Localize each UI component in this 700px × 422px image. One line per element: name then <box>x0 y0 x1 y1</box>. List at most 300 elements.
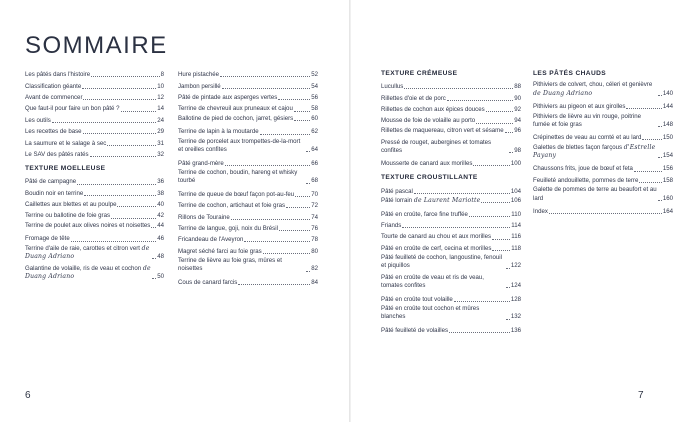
toc-entry[interactable] <box>25 114 164 125</box>
toc-entry-title <box>381 106 485 114</box>
dot-leader <box>121 111 157 112</box>
toc-entry-page-number: 118 <box>511 244 521 252</box>
toc-entry[interactable] <box>381 91 521 102</box>
page-title: SOMMAIRE <box>25 32 168 59</box>
toc-entry-page-number: 96 <box>514 126 521 134</box>
dot-leader <box>111 218 156 219</box>
toc-entry[interactable] <box>25 221 164 233</box>
dot-leader <box>151 227 156 228</box>
toc-entry-title <box>381 222 401 230</box>
toc-entry[interactable] <box>25 68 164 79</box>
dot-leader <box>454 301 510 302</box>
toc-entry-title-text: Pressé de rouget, aubergines et tomates confites <box>381 138 492 154</box>
toc-entry[interactable] <box>25 136 164 147</box>
right-page-number: 7 <box>638 390 644 401</box>
toc-entry-page-number: 160 <box>662 194 673 202</box>
toc-entry-page-number: 144 <box>662 102 673 110</box>
dot-leader <box>306 271 310 272</box>
dot-leader <box>549 213 662 214</box>
toc-entry[interactable] <box>533 80 673 100</box>
toc-entry-title <box>178 214 230 222</box>
toc-entry-page-number: 66 <box>311 159 318 167</box>
dot-leader <box>279 230 310 231</box>
toc-entry-title <box>25 83 81 91</box>
toc-entry-page-number: 24 <box>157 116 164 124</box>
toc-entry-title <box>533 208 548 216</box>
toc-entry-title <box>533 165 633 173</box>
toc-entry-title-text: Rillettes de maquereau, citron vert et sésame <box>381 126 504 134</box>
toc-entry-title-text: Pithiviers de lièvre au vin rouge, poitrine fumée et foie gras <box>533 112 642 128</box>
toc-entry[interactable] <box>25 79 164 90</box>
toc-entry-title-text: Crépinettes de veau au comté et au lard <box>533 134 642 142</box>
dot-leader <box>71 241 157 242</box>
toc-entry[interactable] <box>25 263 164 283</box>
toc-entry[interactable] <box>381 196 521 208</box>
toc-entry-title <box>25 245 151 261</box>
toc-entry-title <box>381 233 491 241</box>
toc-entry-title <box>178 83 221 91</box>
toc-entry-title <box>178 115 293 123</box>
toc-entry-page-number: 40 <box>157 201 164 209</box>
toc-entry[interactable] <box>25 91 164 102</box>
toc-entry-page-number: 42 <box>157 212 164 220</box>
toc-entry-title <box>178 257 305 273</box>
toc-entry-title-text: Avant de commencer <box>25 93 83 101</box>
toc-entry[interactable] <box>178 125 318 136</box>
dot-leader <box>84 195 156 196</box>
toc-entry-title-text: Cous de canard farcis <box>178 278 238 286</box>
toc-entry-title-text: Galantine de volaille, ris de veau et cochon <box>25 264 142 272</box>
toc-entry[interactable] <box>533 174 673 185</box>
toc-entry[interactable] <box>533 100 673 111</box>
toc-entry-title <box>381 95 446 103</box>
dot-leader <box>294 120 310 121</box>
toc-entry[interactable] <box>25 148 164 159</box>
toc-entry-title <box>178 248 262 256</box>
toc-entry-page-number: 58 <box>311 105 318 113</box>
toc-entry-title <box>533 113 657 129</box>
toc-entry-page-number: 116 <box>511 233 521 241</box>
toc-entry-page-number: 128 <box>510 295 521 303</box>
toc-entry[interactable] <box>25 102 164 113</box>
toc-entry-title <box>533 81 657 97</box>
toc-entry-page-number: 94 <box>514 117 521 125</box>
toc-entry[interactable] <box>381 242 521 253</box>
toc-entry-author-signature: de Laurent Mariotte <box>413 197 481 205</box>
toc-entry-title-text: Pithiviers de colvert, chou, céleri et genièvre <box>533 81 653 89</box>
toc-entry-page-number: 52 <box>311 71 318 79</box>
toc-entry-title <box>533 134 641 142</box>
dot-leader <box>658 95 662 96</box>
toc-entry[interactable] <box>178 222 318 233</box>
toc-entry[interactable] <box>381 273 521 293</box>
toc-entry[interactable] <box>533 162 673 173</box>
toc-entry-page-number: 38 <box>157 189 164 197</box>
toc-entry-title-text: Les recettes de base <box>25 128 82 136</box>
dot-leader <box>634 171 662 172</box>
toc-entry[interactable] <box>381 80 521 91</box>
dot-leader <box>238 284 310 285</box>
toc-entry-title <box>178 191 294 199</box>
toc-entry[interactable] <box>25 125 164 136</box>
dot-leader <box>506 268 510 269</box>
toc-entry-title-text: Que faut-il pour faire un bon pâté ? <box>25 105 120 113</box>
toc-entry[interactable] <box>25 244 164 264</box>
left-page <box>0 0 349 422</box>
toc-entry-title <box>381 254 505 270</box>
toc-entry-title <box>25 222 150 230</box>
toc-entry[interactable] <box>381 184 521 195</box>
toc-entry[interactable] <box>533 131 673 142</box>
toc-entry[interactable] <box>25 187 164 198</box>
toc-entry[interactable] <box>381 253 521 273</box>
toc-column-3 <box>381 68 521 335</box>
toc-entry-title-text: Les outils <box>25 116 51 124</box>
toc-entry[interactable] <box>381 324 521 335</box>
toc-entry-page-number: 74 <box>311 213 318 221</box>
toc-entry[interactable] <box>178 79 318 90</box>
toc-entry-title-text: Pâté de campagne <box>25 178 77 186</box>
toc-entry-title-text: Hure pistachée <box>178 71 219 79</box>
toc-entry-title-text: Terrine de cochon, artichaut et foie gras <box>178 202 286 210</box>
toc-entry-page-number: 114 <box>511 221 521 229</box>
toc-entry-page-number: 158 <box>662 176 673 184</box>
toc-entry[interactable] <box>178 156 318 167</box>
toc-entry-page-number: 31 <box>157 139 164 147</box>
toc-entry-title-text: Terrine d'aile de raie, carottes et citron vert <box>25 245 140 253</box>
dot-leader <box>244 241 310 242</box>
toc-entry-title-text: Galettes de blettes façon farçous <box>533 143 623 151</box>
toc-entry-page-number: 156 <box>662 165 673 173</box>
toc-entry-page-number: 100 <box>510 160 521 168</box>
dot-leader <box>152 278 156 279</box>
dot-leader <box>91 76 159 77</box>
toc-entry[interactable] <box>381 137 521 157</box>
toc-entry[interactable] <box>533 185 673 205</box>
dot-leader <box>294 111 310 112</box>
dot-leader <box>476 123 513 124</box>
toc-section-heading: TEXTURE MOELLEUSE <box>25 165 106 173</box>
dot-leader <box>260 134 311 135</box>
toc-entry-page-number: 104 <box>510 187 521 195</box>
dot-leader <box>222 88 311 89</box>
toc-entry[interactable] <box>178 244 318 255</box>
toc-entry-page-number: 76 <box>311 224 318 232</box>
toc-section-heading: TEXTURE CRÉMEUSE <box>381 70 458 77</box>
dot-leader <box>404 88 513 89</box>
toc-entry-title-text: Terrine de langue, goji, noix du Brésil <box>178 224 278 232</box>
dot-leader <box>295 196 310 197</box>
toc-entry[interactable] <box>381 304 521 324</box>
toc-entry-title-text: Galette de pommes de terre au beaufort et au lard <box>533 186 657 202</box>
toc-entry-title-text: Le SAV des pâtés ratés <box>25 150 89 158</box>
toc-entry-title <box>381 127 504 135</box>
dot-leader <box>225 165 310 166</box>
toc-entry-title <box>381 160 472 168</box>
toc-entry[interactable] <box>381 207 521 218</box>
toc-section-heading: TEXTURE CROUSTILLANTE <box>381 174 478 182</box>
toc-entry-title-text: Pâté de pintade aux asperges vertes <box>178 93 278 101</box>
toc-entry[interactable] <box>25 232 164 243</box>
toc-entry-title-text: Pâté lorrain <box>381 197 413 205</box>
toc-entry-title-text: Rillettes de cochon aux épices douces <box>381 105 485 113</box>
dot-leader <box>626 108 661 109</box>
toc-entry-title <box>25 178 76 186</box>
toc-entry-title <box>178 160 224 168</box>
toc-entry-page-number: 50 <box>157 273 164 281</box>
toc-entry-title <box>178 138 305 154</box>
toc-entry-title <box>178 128 259 136</box>
toc-entry-page-number: 110 <box>511 210 521 218</box>
toc-entry-title-text: Terrine de poulet aux olives noires et noisettes <box>25 222 151 230</box>
toc-entry-title <box>178 71 219 79</box>
toc-entry[interactable] <box>25 198 164 209</box>
toc-entry-title <box>178 169 305 185</box>
toc-entry-title <box>381 274 505 290</box>
toc-entry-title-text: Pâté en croûte de cerf, cecina et morilles <box>381 244 492 252</box>
dot-leader <box>486 111 514 112</box>
toc-entry[interactable] <box>25 209 164 220</box>
toc-entry[interactable] <box>178 114 318 126</box>
toc-entry-title-text: Boudin noir en terrine <box>25 189 84 197</box>
dot-leader <box>449 332 510 333</box>
toc-entry-title-text: Fromage de tête <box>25 235 70 243</box>
toc-entry-title-text: Terrine de chevreuil aux pruneaux et cajou <box>178 105 293 113</box>
toc-entry-title <box>381 245 491 253</box>
toc-entry-page-number: 12 <box>157 93 164 101</box>
toc-entry-author-signature: d'Estrelle Payany <box>533 143 656 159</box>
toc-entry-title <box>25 94 82 102</box>
toc-entry-page-number: 14 <box>157 105 164 113</box>
toc-entry-title-text: Jambon persillé <box>178 82 221 90</box>
toc-entry-title <box>25 235 70 243</box>
toc-entry-title <box>381 296 453 304</box>
toc-entry-title <box>533 177 638 185</box>
toc-entry-title <box>25 190 83 198</box>
toc-entry-page-number: 54 <box>311 82 318 90</box>
toc-entry-page-number: 64 <box>311 146 318 154</box>
toc-entry[interactable] <box>178 102 318 113</box>
toc-entry-title-text: Pâté grand-mère <box>178 159 224 167</box>
toc-entry-author-signature: de Duang Adriano <box>25 264 151 281</box>
toc-entry-title-text: Pâté en croûte tout volaille <box>381 295 453 303</box>
toc-entry-title <box>533 186 657 202</box>
dot-leader <box>107 145 156 146</box>
dot-leader <box>658 126 662 127</box>
toc-entry-title-text: Terrine de cochon, boudin, hareng et whisky tourbé <box>178 169 298 185</box>
dot-leader <box>286 207 310 208</box>
left-page-number: 6 <box>25 390 31 401</box>
toc-entry-title-text: Ballotine de pied de cochon, jarret, gésiers <box>178 114 294 122</box>
toc-entry-page-number: 84 <box>311 278 318 286</box>
toc-entry-title-text: Terrine de lapin à la moutarde <box>178 128 259 136</box>
toc-entry[interactable] <box>178 256 318 276</box>
toc-entry-page-number: 78 <box>311 236 318 244</box>
toc-entry-page-number: 68 <box>311 177 318 185</box>
toc-entry-title <box>178 105 293 113</box>
toc-entry-title <box>533 103 625 111</box>
toc-entry[interactable] <box>178 168 318 188</box>
toc-entry-page-number: 56 <box>311 93 318 101</box>
dot-leader <box>402 227 510 228</box>
toc-entry-title <box>178 236 243 244</box>
toc-entry-title-text: Tourte de canard au chou et aux morilles <box>381 233 492 241</box>
dot-leader <box>658 200 662 201</box>
dot-leader <box>82 88 156 89</box>
toc-entry-page-number: 164 <box>662 207 673 215</box>
toc-entry-page-number: 10 <box>157 82 164 90</box>
toc-entry-title <box>381 83 403 91</box>
dot-leader <box>52 122 156 123</box>
toc-entry-title <box>25 140 106 148</box>
dot-leader <box>414 193 510 194</box>
toc-entry-page-number: 82 <box>311 265 318 273</box>
toc-entry-title <box>25 71 90 79</box>
toc-entry-page-number: 36 <box>157 178 164 186</box>
toc-column-2 <box>178 68 318 287</box>
toc-entry[interactable] <box>178 199 318 210</box>
dot-leader <box>306 183 310 184</box>
toc-entry-title-text: Rillettes d'oie et de porc <box>381 94 446 102</box>
toc-entry-title <box>381 197 480 205</box>
toc-entry-title-text: Magret séché farci au foie gras <box>178 247 262 255</box>
toc-entry-title-text: Pâté en croûte tout cochon et mûres blanches <box>381 305 480 321</box>
dot-leader <box>90 156 157 157</box>
toc-entry-title-text: Index <box>533 207 548 215</box>
toc-entry-page-number: 136 <box>510 326 521 334</box>
toc-entry-page-number: 124 <box>510 282 521 290</box>
toc-entry-title <box>381 211 468 219</box>
toc-entry-title <box>533 144 657 160</box>
toc-entry-page-number: 72 <box>311 202 318 210</box>
toc-entry-page-number: 150 <box>662 134 673 142</box>
toc-entry[interactable] <box>533 111 673 131</box>
toc-entry-title <box>25 128 82 136</box>
toc-entry-page-number: 98 <box>514 146 521 154</box>
toc-entry[interactable] <box>381 103 521 114</box>
toc-entry-title-text: Rillons de Touraine <box>178 213 230 221</box>
dot-leader <box>505 132 514 133</box>
toc-entry[interactable] <box>178 137 318 157</box>
toc-entry-page-number: 92 <box>514 105 521 113</box>
toc-entry-title-text: Chaussons frits, joue de bœuf et feta <box>533 165 633 173</box>
toc-entry-author-signature: de Duang Adriano <box>25 245 150 261</box>
toc-entry-title-text: Terrine ou ballotine de foie gras <box>25 212 111 220</box>
toc-entry-title-text: Terrine de queue de bœuf façon pot-au-feu <box>178 190 295 198</box>
dot-leader <box>278 99 310 100</box>
toc-entry-page-number: 44 <box>157 222 164 230</box>
toc-entry-page-number: 106 <box>510 197 521 205</box>
toc-entry-page-number: 48 <box>157 253 164 261</box>
dot-leader <box>473 165 509 166</box>
toc-entry-title-text: Mousse de foie de volaille au porto <box>381 117 476 125</box>
toc-entry-title <box>25 265 151 281</box>
toc-entry-page-number: 90 <box>514 94 521 102</box>
toc-entry-title <box>25 105 120 113</box>
toc-entry-page-number: 148 <box>662 120 673 128</box>
toc-entry-title <box>381 188 413 196</box>
dot-leader <box>447 100 513 101</box>
right-page <box>351 0 700 422</box>
toc-entry[interactable] <box>381 126 521 138</box>
toc-section-heading: LES PÂTÉS CHAUDS <box>533 70 607 77</box>
toc-entry-title-text: Pâté en croûte, farce fine truffée <box>381 210 468 218</box>
dot-leader <box>506 319 510 320</box>
dot-leader <box>506 287 510 288</box>
toc-entry-title-text: Terrine de lièvre au foie gras, mûres et noisettes <box>178 257 282 273</box>
toc-entry[interactable] <box>381 114 521 125</box>
toc-entry-title-text: Terrine de porcelet aux trompettes-de-la-mort et oreilles confites <box>178 137 301 154</box>
toc-entry-title-text: Pâté en croûte de veau et ris de veau, tomates confites <box>381 274 484 290</box>
toc-entry[interactable] <box>25 175 164 186</box>
toc-entry-page-number: 62 <box>311 128 318 136</box>
dot-leader <box>492 239 510 240</box>
dot-leader <box>658 157 662 158</box>
toc-entry-title-text: Mousserte de canard aux morilles <box>381 160 473 168</box>
dot-leader <box>639 182 661 183</box>
toc-entry[interactable] <box>178 210 318 221</box>
dot-leader <box>492 250 510 251</box>
toc-entry-page-number: 8 <box>160 71 164 79</box>
toc-entry[interactable] <box>533 142 673 162</box>
toc-entry-page-number: 60 <box>311 114 318 122</box>
dot-leader <box>83 133 157 134</box>
toc-column-4 <box>533 68 673 216</box>
toc-entry[interactable] <box>533 205 673 216</box>
toc-entry[interactable] <box>178 233 318 244</box>
toc-entry-title <box>381 305 505 321</box>
toc-entry-title <box>381 139 508 155</box>
toc-entry[interactable] <box>178 188 318 199</box>
toc-entry-page-number: 32 <box>157 150 164 158</box>
toc-entry-title-text: Classification géante <box>25 82 82 90</box>
toc-entry-page-number: 46 <box>157 235 164 243</box>
toc-entry-title <box>25 117 51 125</box>
toc-entry[interactable] <box>381 157 521 168</box>
toc-entry[interactable] <box>178 91 318 102</box>
toc-entry-page-number: 122 <box>510 262 521 270</box>
toc-entry[interactable] <box>381 292 521 303</box>
toc-entry-title <box>178 279 237 287</box>
dot-leader <box>83 99 156 100</box>
toc-entry-title-text: Pâté pascal <box>381 187 413 195</box>
toc-entry-title <box>381 117 475 125</box>
toc-entry-title-text: Pâté feuilleté de cochon, langoustine, fenouil et piquillos <box>381 254 502 270</box>
toc-entry-page-number: 80 <box>311 247 318 255</box>
toc-entry-title <box>25 212 110 220</box>
toc-entry[interactable] <box>178 68 318 79</box>
dot-leader <box>509 152 513 153</box>
toc-entry-page-number: 140 <box>662 89 673 97</box>
toc-entry-title-text: Les pâtés dans l'histoire <box>25 71 91 79</box>
dot-leader <box>481 202 509 203</box>
dot-leader <box>231 219 311 220</box>
toc-entry-page-number: 29 <box>157 128 164 136</box>
toc-entry-title <box>178 202 285 210</box>
dot-leader <box>469 216 510 217</box>
toc-entry-title <box>25 151 89 159</box>
toc-entry-title-text: Pâté feuilleté de volailles <box>381 326 449 334</box>
toc-entry[interactable] <box>381 219 521 230</box>
toc-entry-title-text: Feuilleté andouillette, pommes de terre <box>533 176 639 184</box>
toc-entry[interactable] <box>381 230 521 241</box>
dot-leader <box>117 206 156 207</box>
dot-leader <box>220 76 310 77</box>
dot-leader <box>263 253 311 254</box>
toc-entry-page-number: 154 <box>662 151 673 159</box>
toc-entry-title <box>178 94 277 102</box>
toc-entry[interactable] <box>178 276 318 287</box>
